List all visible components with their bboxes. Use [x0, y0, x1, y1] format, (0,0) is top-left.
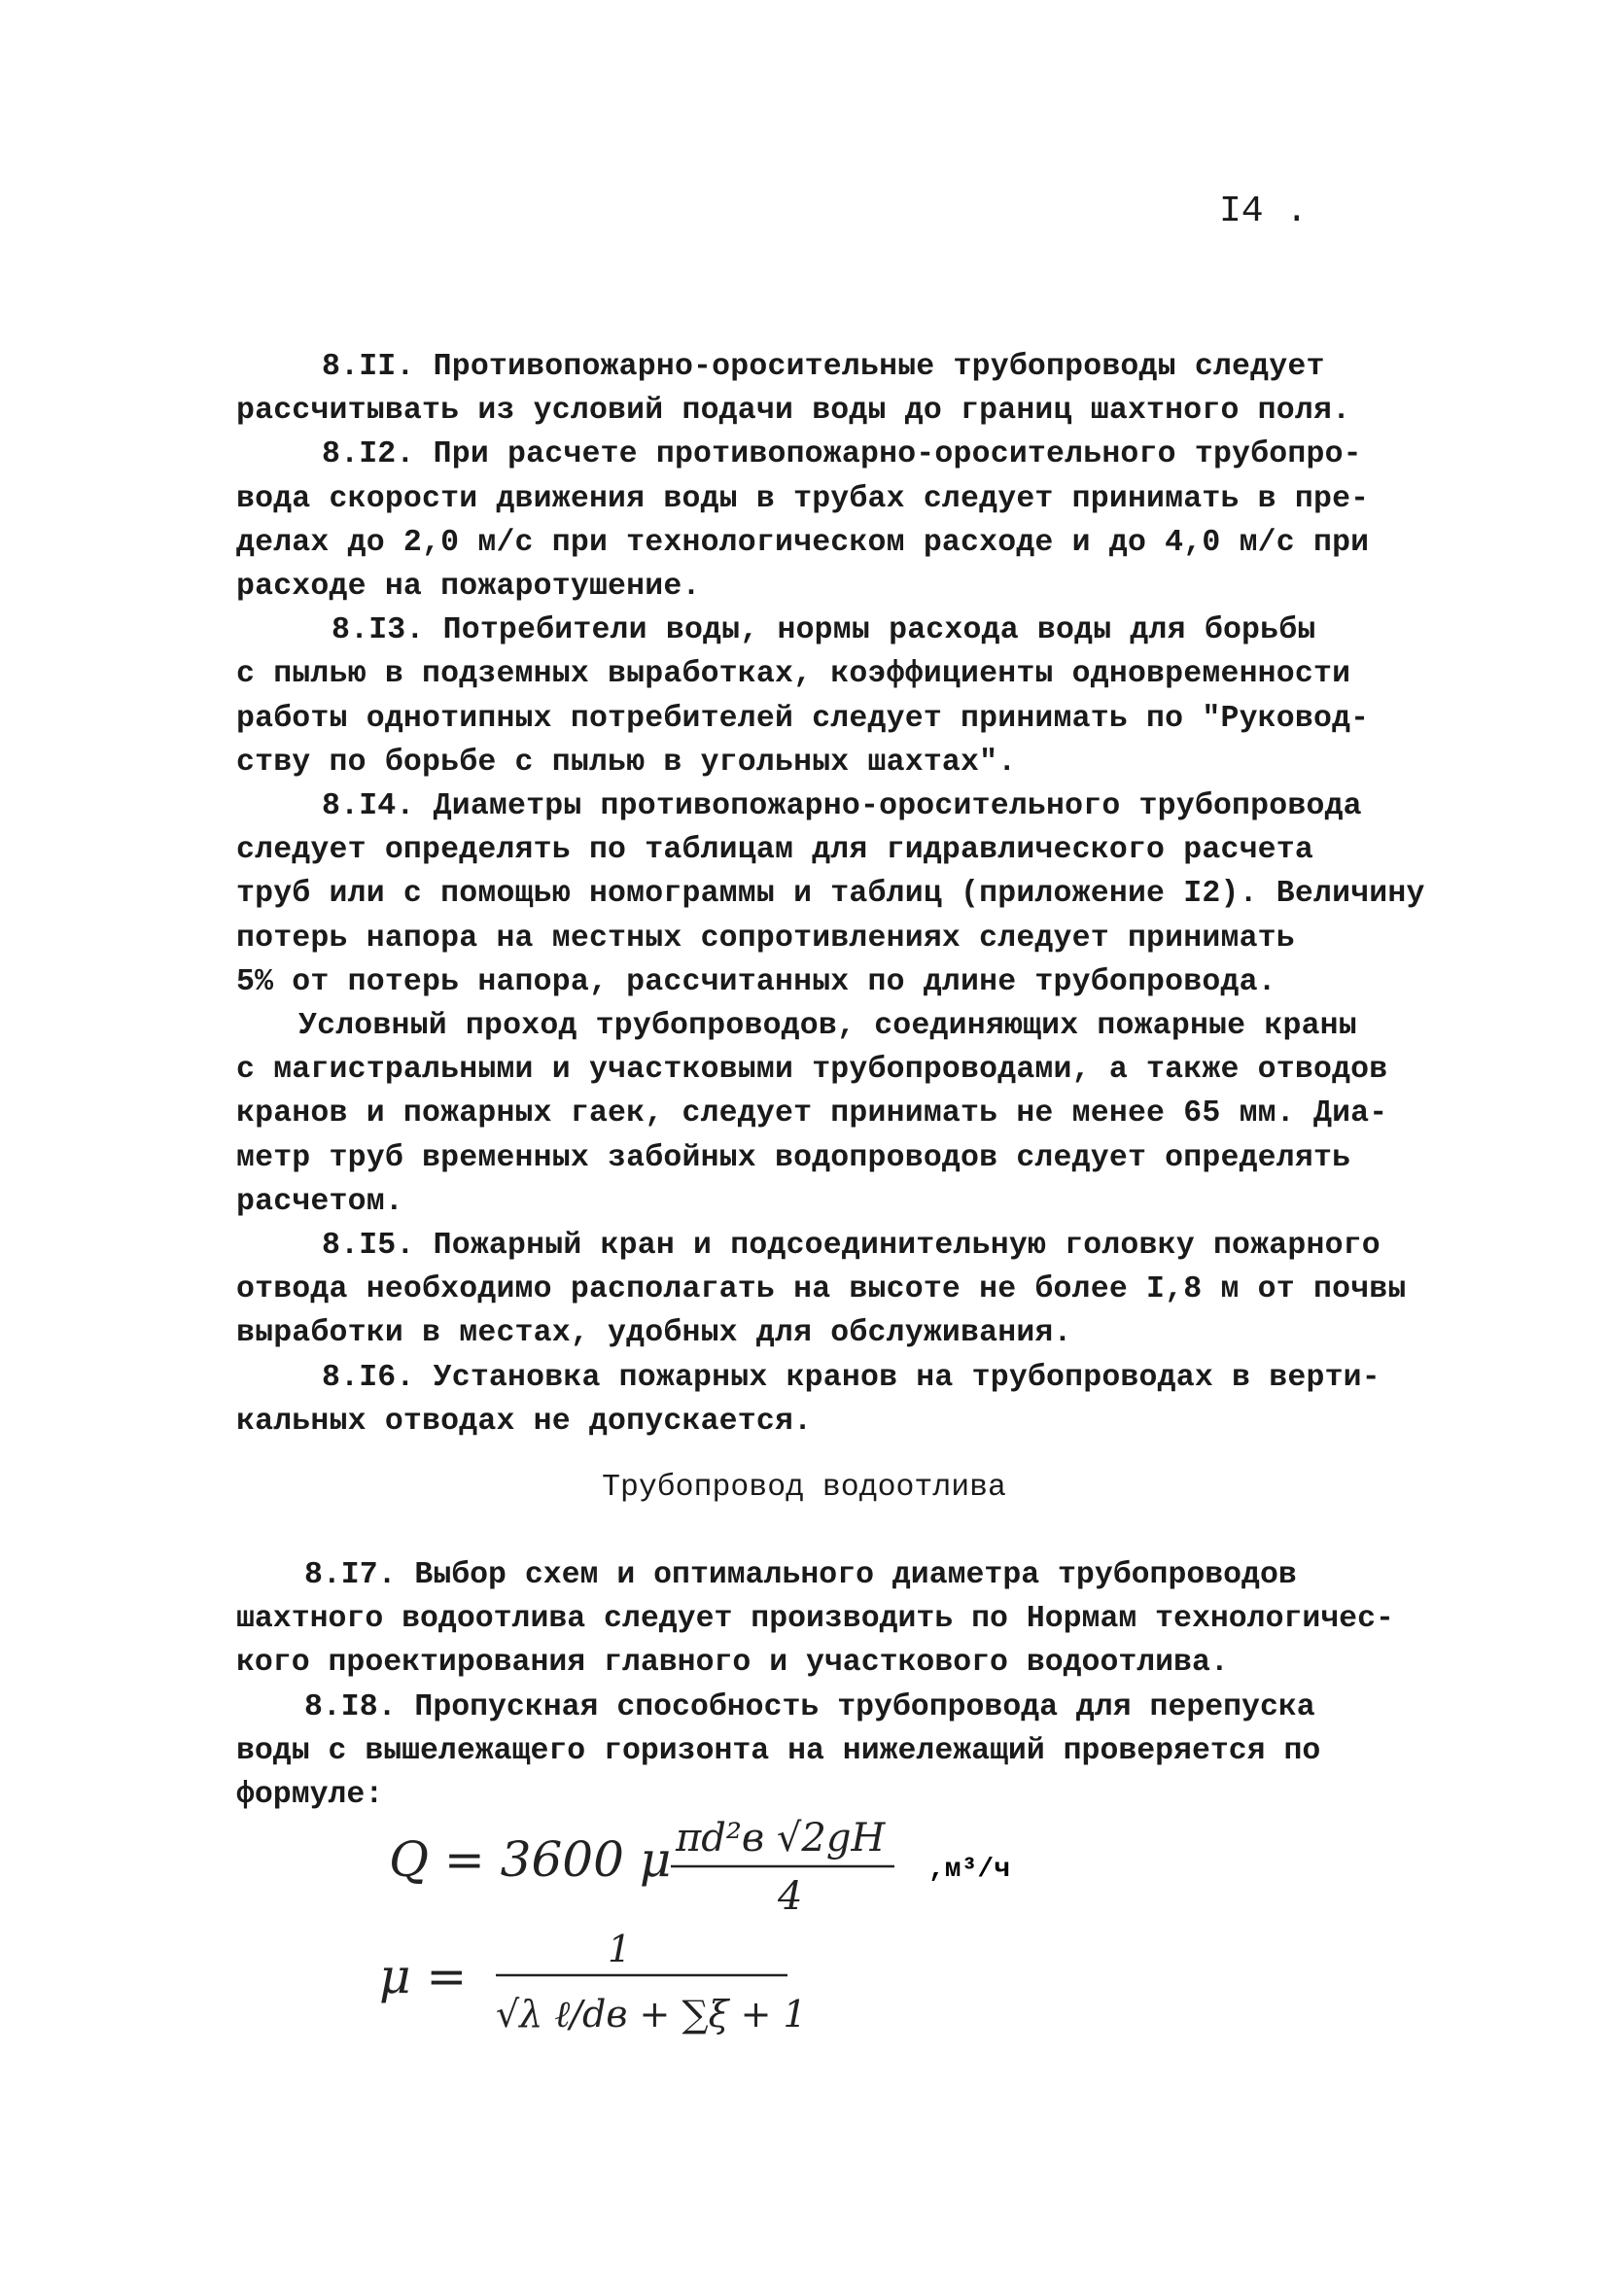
text-line: формуле:: [236, 1778, 384, 1813]
text-line: с магистральными и участковыми трубопроводами, а также отводов: [236, 1053, 1388, 1088]
text-line: 5% от потерь напора, рассчитанных по длине трубопровода.: [236, 964, 1276, 999]
text-line: 8.I8. Пропускная способность трубопровода для перепуска: [304, 1689, 1315, 1724]
paragraph-8-11: [236, 345, 1374, 433]
formula-q-denominator: 4: [778, 1874, 803, 1919]
text-line: кранов и пожарных гаек, следует принимать не менее 65 мм. Диа-: [236, 1096, 1388, 1131]
flow-formula: [379, 1808, 1264, 2061]
text-line: шахтного водоотлива следует производить по Нормам технологичес-: [236, 1602, 1394, 1637]
formula-drawing: [379, 1808, 1264, 2061]
text-line: кальных отводах не допускается.: [236, 1404, 813, 1439]
page-number: I4 .: [1219, 191, 1309, 232]
section-heading: Трубопровод водоотлива: [602, 1471, 1006, 1505]
text-line: делах до 2,0 м/с при технологическом расходе и до 4,0 м/с при: [236, 525, 1370, 560]
text-line: 8.I5. Пожарный кран и подсоединительную головку пожарного: [322, 1229, 1381, 1264]
paragraph-8-17: [236, 1553, 1394, 1686]
paragraph-8-14: [236, 784, 1425, 1004]
text-line: рассчитывать из условий подачи воды до границ шахтного поля.: [236, 394, 1351, 429]
text-line: работы однотипных потребителей следует принимать по "Руковод-: [236, 701, 1370, 736]
formula-mu-numerator: 1: [608, 1928, 632, 1970]
section-fire-pipelines: [236, 345, 1425, 1444]
text-line: труб или с помощью номограммы и таблиц (приложение I2). Величину: [236, 877, 1425, 912]
paragraph-8-16: [236, 1356, 1381, 1444]
text-line: 8.II. Противопожарно-оросительные трубопроводы следует: [322, 350, 1325, 384]
paragraph-8-12: [236, 433, 1374, 609]
formula-q-lhs: Q = 3600 μ: [389, 1831, 672, 1888]
text-line: воды с вышележащего горизонта на нижележащий проверяется по: [236, 1733, 1321, 1768]
formula-unit: ,м³/ч: [928, 1855, 1011, 1885]
text-line: следует определять по таблицам для гидравлического расчета: [236, 833, 1313, 868]
section-drainage-pipelines: [236, 1553, 1394, 1817]
paragraph-8-15: [236, 1224, 1407, 1356]
text-line: 8.I7. Выбор схем и оптимального диаметра трубопроводов: [304, 1558, 1297, 1592]
text-line: 8.I4. Диаметры противопожарно-оросительного трубопровода: [322, 789, 1362, 824]
paragraph-conditional-pass: [236, 1004, 1388, 1224]
text-line: 8.I6. Установка пожарных кранов на трубопроводах в верти-: [322, 1360, 1381, 1395]
text-line: потерь напора на местных сопротивлениях следует принимать: [236, 921, 1295, 956]
text-line: кого проектирования главного и участкового водоотлива.: [236, 1646, 1229, 1681]
text-line: выработки в местах, удобных для обслуживания.: [236, 1316, 1072, 1351]
text-line: Условный проход трубопроводов, соединяющих пожарные краны: [298, 1009, 1357, 1044]
text-line: расчетом.: [236, 1184, 403, 1219]
paragraph-8-18: [236, 1686, 1374, 1818]
formula-q-numerator: πd²в √2gH: [676, 1816, 886, 1861]
text-line: ству по борьбе с пылью в угольных шахтах".: [236, 745, 1017, 780]
formula-mu-denominator: √λ ℓ/dв + ∑ξ + 1: [496, 1993, 807, 2035]
text-line: 8.I3. Потребители воды, нормы расхода воды для борьбы: [332, 613, 1316, 648]
text-line: метр труб временных забойных водопроводов следует определять: [236, 1140, 1351, 1175]
text-line: 8.I2. При расчете противопожарно-оросительного трубопро-: [322, 437, 1362, 472]
formula-mu-lhs: μ =: [379, 1948, 468, 2004]
text-line: с пылью в подземных выработках, коэффициенты одновременности: [236, 657, 1351, 692]
text-line: отвода необходимо располагать на высоте не более I,8 м от почвы: [236, 1272, 1407, 1307]
paragraph-8-13: [236, 609, 1374, 784]
text-line: расходе на пожаротушение.: [236, 570, 701, 605]
text-line: вода скорости движения воды в трубах следует принимать в пре-: [236, 481, 1370, 516]
